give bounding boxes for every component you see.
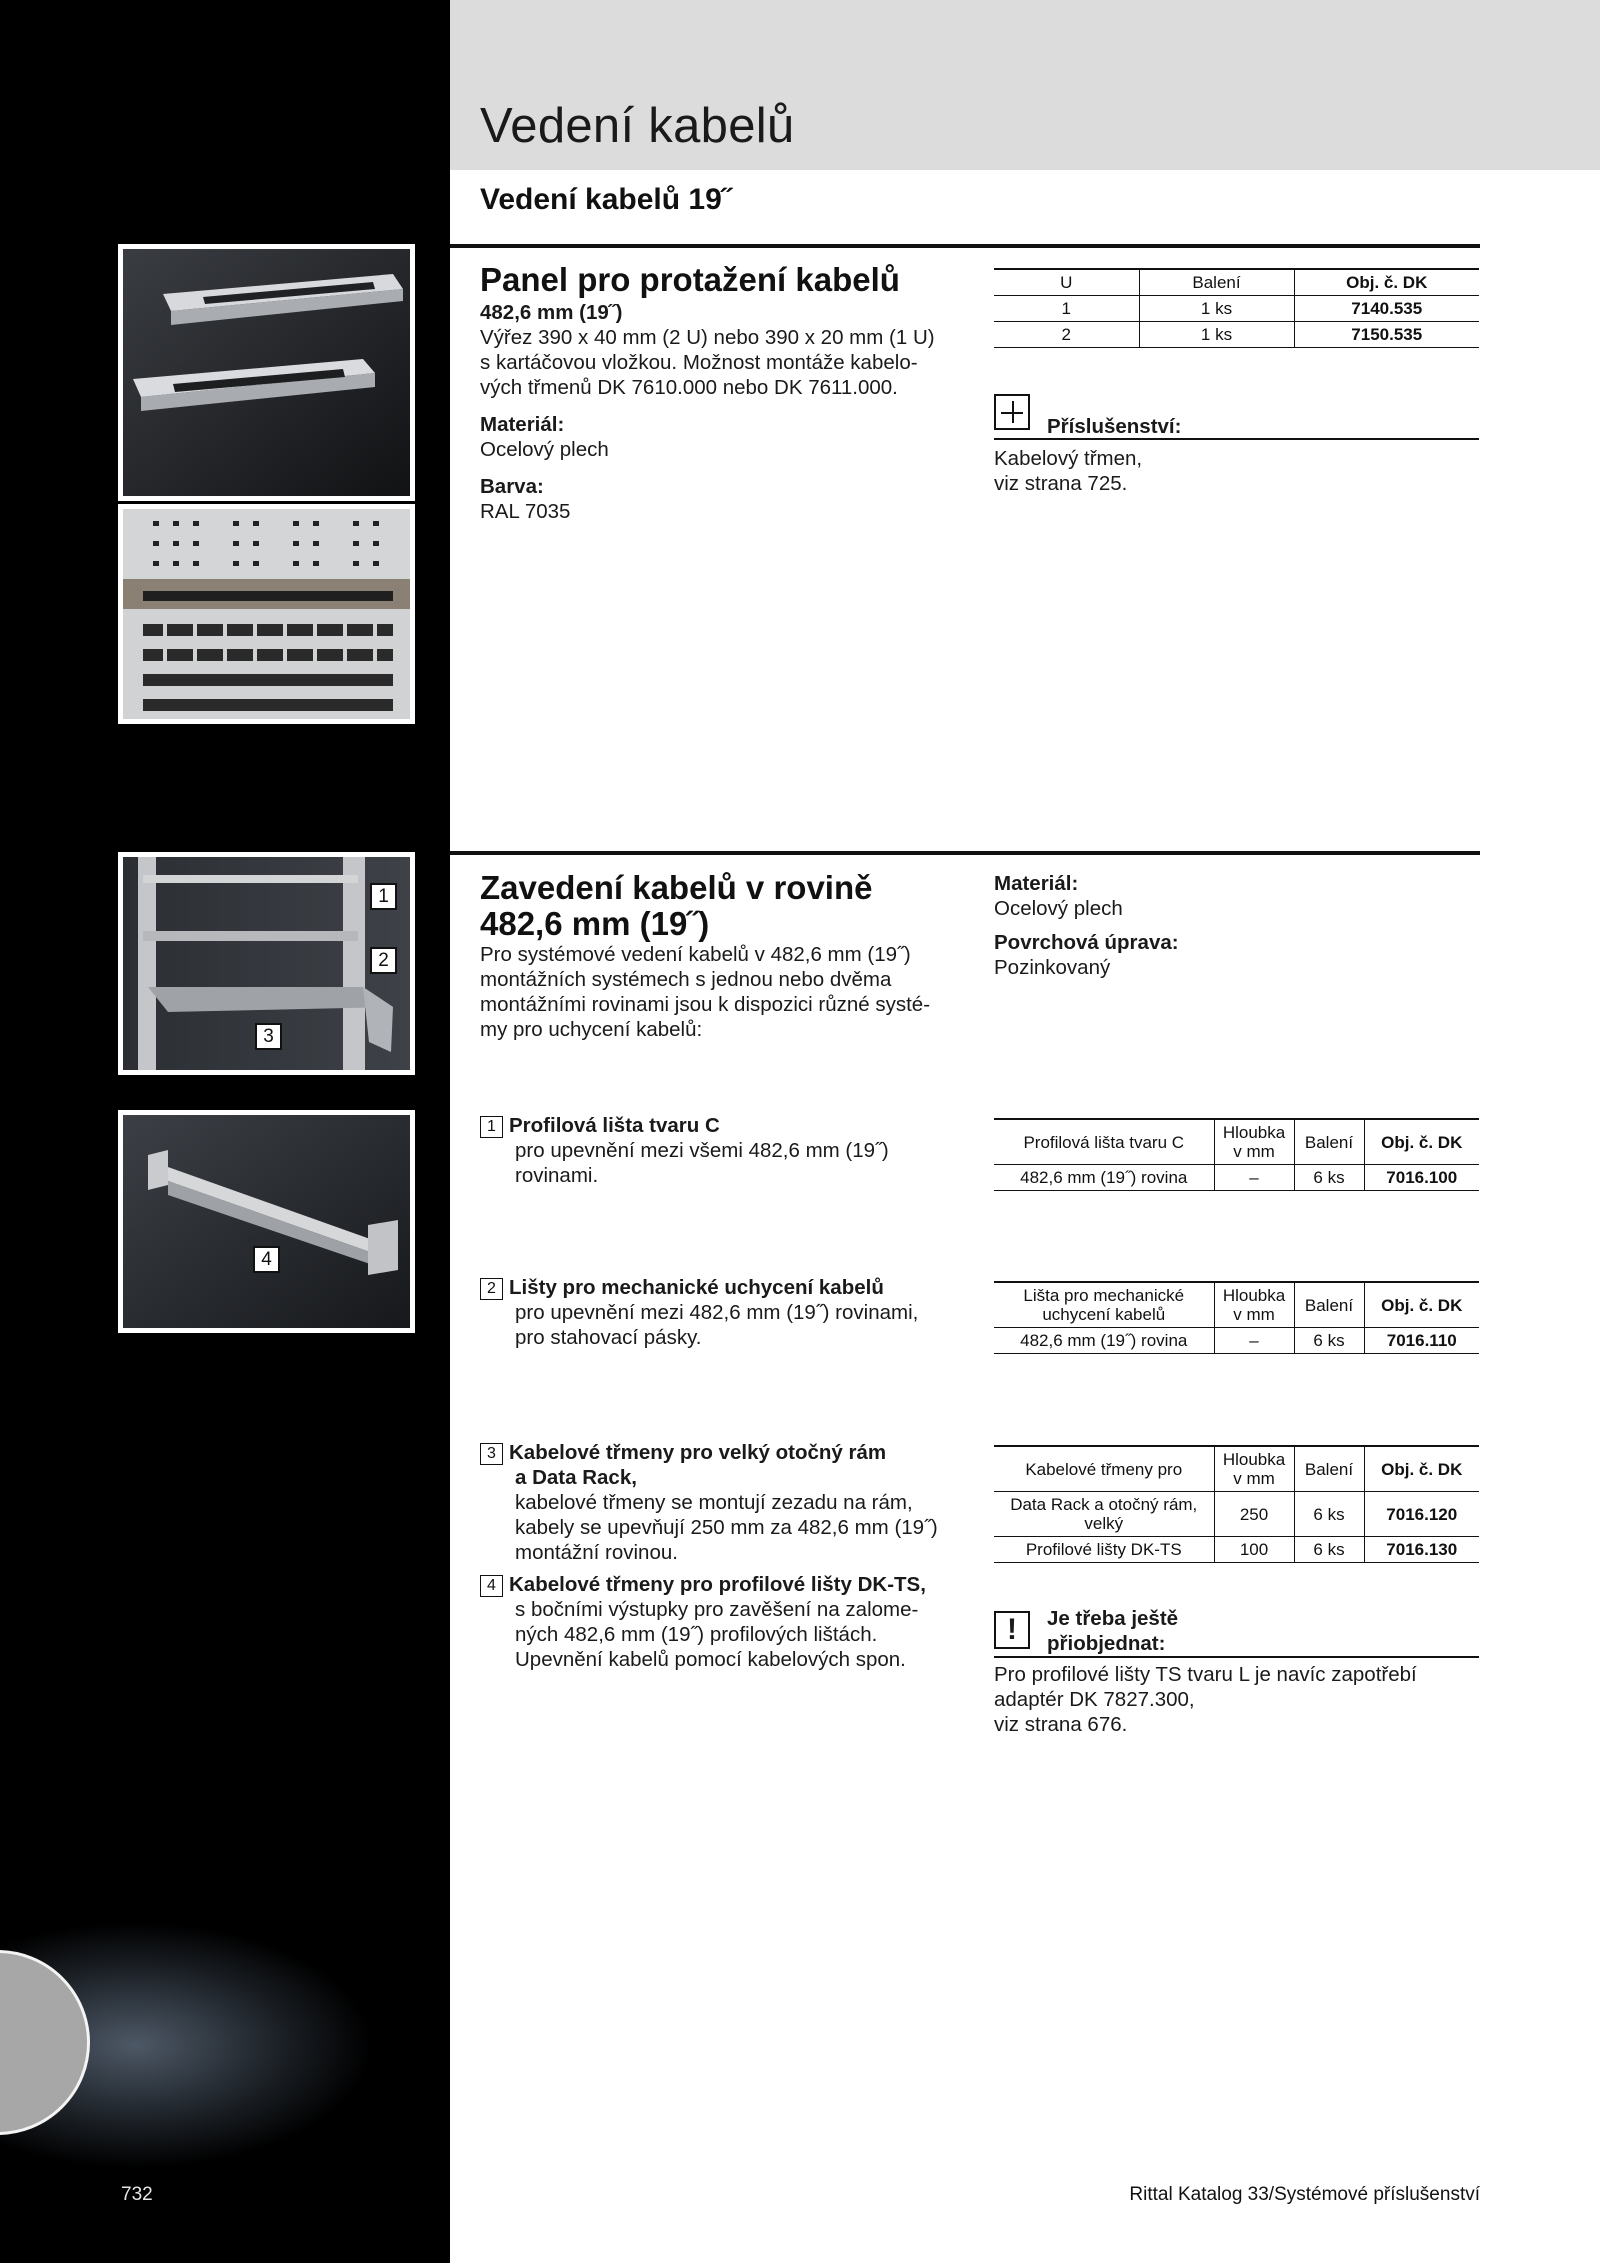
cable-bracket-image (123, 1115, 410, 1328)
item2-number: 2 (480, 1278, 503, 1300)
table-row (994, 322, 1479, 348)
callout-badge-1: 1 (370, 883, 397, 910)
item3-text-line-2: kabely se upevňují 250 mm za 482,6 mm (19˝) (515, 1516, 938, 1539)
table-cell: 1 (994, 296, 1139, 322)
item4-number: 4 (480, 1575, 503, 1597)
section1-size: 482,6 mm (19˝) (480, 301, 623, 324)
section2-material: Ocelový plech (994, 897, 1123, 920)
accessories-text (994, 446, 1142, 496)
item1-order-table (994, 1118, 1479, 1191)
table-header-cell: Balení (1294, 1119, 1364, 1165)
section2-desc-line-3: montážními rovinami jsou k dispozici různé systé- (480, 993, 931, 1016)
table-header-row (994, 1282, 1479, 1328)
table-row (994, 1537, 1479, 1563)
table-cell: 7016.130 (1364, 1537, 1479, 1563)
page-number: 732 (121, 2184, 153, 2205)
cable-panel-image (123, 249, 410, 496)
table-header-cell: Obj. č. DK (1364, 1119, 1479, 1165)
accessories-text-line-1: Kabelový třmen, (994, 447, 1143, 470)
section1-color: RAL 7035 (480, 500, 571, 523)
item3-description (480, 1440, 970, 1672)
table-header-cell: U (994, 269, 1139, 296)
catalog-footer: Rittal Katalog 33/Systémové příslušenství (1129, 2184, 1480, 2205)
item4-text-line-2: ných 482,6 mm (19˝) profilových lištách. (515, 1623, 878, 1646)
notice-label-line-2: přiobjednat: (1047, 1632, 1166, 1655)
item3-title-line-2: a Data Rack, (515, 1466, 637, 1489)
item3-number: 3 (480, 1443, 503, 1465)
table-cell: 7150.535 (1294, 322, 1479, 348)
patch-rack-image (123, 509, 410, 719)
section1-desc-line-1: Výřez 390 x 40 mm (2 U) nebo 390 x 20 mm (1 U) (480, 326, 935, 349)
section1-material: Ocelový plech (480, 438, 609, 461)
table-cell: 1 ks (1139, 296, 1294, 322)
plus-icon (994, 394, 1030, 430)
item2-text-line-2: pro stahovací pásky. (515, 1326, 702, 1349)
table-cell: Data Rack a otočný rám, velký (994, 1492, 1214, 1537)
table-header-row (994, 1119, 1479, 1165)
table-header-row (994, 1446, 1479, 1492)
table-header-cell: Obj. č. DK (1364, 1282, 1479, 1328)
table-cell: 482,6 mm (19˝) rovina (994, 1328, 1214, 1354)
item3-text-line-1: kabelové třmeny se montují zezadu na rám, (515, 1491, 913, 1514)
table-cell: – (1214, 1328, 1294, 1354)
section2-title-line-1: Zavedení kabelů v rovině (480, 869, 873, 906)
item1-description (480, 1113, 970, 1188)
section2-desc-line-2: montážních systémech s jednou nebo dvěma (480, 968, 892, 991)
notice-text-line-2: adaptér DK 7827.300, (994, 1688, 1195, 1711)
notice-label (1047, 1606, 1178, 1656)
section-divider (450, 851, 1480, 855)
section2-title (480, 870, 873, 942)
section1-order-table (994, 268, 1479, 348)
section1-title: Panel pro protažení kabelů (480, 261, 900, 298)
table-header-cell: Hloubka v mm (1214, 1446, 1294, 1492)
table-header-cell: Balení (1294, 1282, 1364, 1328)
notice-label-line-1: Je třeba ještě (1047, 1607, 1179, 1630)
item1-text-line-2: rovinami. (515, 1164, 599, 1187)
notice-text-line-3: viz strana 676. (994, 1713, 1128, 1736)
callout-badge-3: 3 (255, 1023, 282, 1050)
accessories-label: Příslušenství: (1047, 415, 1182, 438)
callout-badge-2: 2 (370, 947, 397, 974)
exclamation-icon: ! (994, 1611, 1030, 1649)
table-row (994, 296, 1479, 322)
section2-title-line-2: 482,6 mm (19˝) (480, 905, 710, 942)
section1-material-label: Materiál: (480, 413, 565, 436)
page-title: Vedení kabelů (480, 99, 795, 153)
table-cell: 1 ks (1139, 322, 1294, 348)
table-cell: 6 ks (1294, 1328, 1364, 1354)
section2-description (480, 942, 960, 1042)
item3-heading (480, 1440, 970, 1465)
product-photo-cable-bracket (118, 1110, 415, 1333)
item3-4-order-table (994, 1445, 1479, 1563)
item1-text-line-1: pro upevnění mezi všemi 482,6 mm (19˝) (515, 1139, 889, 1162)
item1-number: 1 (480, 1116, 503, 1138)
table-row (994, 1492, 1479, 1537)
item2-text-line-1: pro upevnění mezi 482,6 mm (19˝) rovinami, (515, 1301, 919, 1324)
item2-heading (480, 1275, 970, 1300)
table-header-cell: Hloubka v mm (1214, 1119, 1294, 1165)
table-header-cell: Obj. č. DK (1364, 1446, 1479, 1492)
section-subtitle: Vedení kabelů 19˝ (480, 183, 732, 216)
table-cell: 7016.120 (1364, 1492, 1479, 1537)
table-cell: – (1214, 1165, 1294, 1191)
table-cell: 6 ks (1294, 1492, 1364, 1537)
table-header-cell: Lišta pro mechanické uchycení kabelů (994, 1282, 1214, 1328)
item1-title: Profilová lišta tvaru C (509, 1114, 720, 1137)
notice-rule (994, 1656, 1479, 1658)
table-header-cell: Balení (1139, 269, 1294, 296)
table-cell: Profilové lišty DK-TS (994, 1537, 1214, 1563)
section2-desc-line-1: Pro systémové vedení kabelů v 482,6 mm (19˝) (480, 943, 911, 966)
table-header-cell: Profilová lišta tvaru C (994, 1119, 1214, 1165)
accessories-rule (994, 438, 1479, 440)
section1-description (480, 300, 960, 524)
table-cell: 7016.110 (1364, 1328, 1479, 1354)
item2-order-table (994, 1281, 1479, 1354)
table-header-row (994, 269, 1479, 296)
callout-badge-4: 4 (253, 1246, 280, 1273)
section1-desc-line-2: s kartáčovou vložkou. Možnost montáže kabelo- (480, 351, 918, 374)
table-cell: 482,6 mm (19˝) rovina (994, 1165, 1214, 1191)
table-row (994, 1165, 1479, 1191)
item1-heading (480, 1113, 970, 1138)
table-cell: 100 (1214, 1537, 1294, 1563)
item2-description (480, 1275, 970, 1350)
section1-color-label: Barva: (480, 475, 544, 498)
section2-desc-line-4: my pro uchycení kabelů: (480, 1018, 703, 1041)
table-cell: 250 (1214, 1492, 1294, 1537)
product-photo-patch-rack (118, 504, 415, 724)
table-header-cell: Obj. č. DK (1294, 269, 1479, 296)
section1-desc-line-3: vých třmenů DK 7610.000 nebo DK 7611.000. (480, 376, 898, 399)
table-cell: 6 ks (1294, 1165, 1364, 1191)
table-cell: 6 ks (1294, 1537, 1364, 1563)
section2-material-label: Materiál: (994, 872, 1079, 895)
section-divider (450, 244, 1480, 248)
product-photo-cable-panel (118, 244, 415, 501)
item4-text-line-1: s bočními výstupky pro zavěšení na zalome- (515, 1598, 919, 1621)
section2-specs (994, 871, 1179, 980)
item4-text-line-3: Upevnění kabelů pomocí kabelových spon. (515, 1648, 906, 1671)
item4-heading (480, 1572, 970, 1597)
item2-title: Lišty pro mechanické uchycení kabelů (509, 1276, 884, 1299)
item3-text-line-3: montážní rovinou. (515, 1541, 678, 1564)
table-header-cell: Hloubka v mm (1214, 1282, 1294, 1328)
table-cell: 2 (994, 322, 1139, 348)
table-cell: 7140.535 (1294, 296, 1479, 322)
table-cell: 7016.100 (1364, 1165, 1479, 1191)
table-header-cell: Kabelové třmeny pro (994, 1446, 1214, 1492)
accessories-text-line-2: viz strana 725. (994, 472, 1128, 495)
table-row (994, 1328, 1479, 1354)
section2-surface-label: Povrchová úprava: (994, 931, 1179, 954)
section2-surface: Pozinkovaný (994, 956, 1111, 979)
item4-title: Kabelové třmeny pro profilové lišty DK-TS, (509, 1573, 926, 1596)
table-header-cell: Balení (1294, 1446, 1364, 1492)
item3-title: Kabelové třmeny pro velký otočný rám (509, 1441, 887, 1464)
notice-text (994, 1662, 1479, 1737)
notice-text-line-1: Pro profilové lišty TS tvaru L je navíc zapotřebí (994, 1663, 1417, 1686)
